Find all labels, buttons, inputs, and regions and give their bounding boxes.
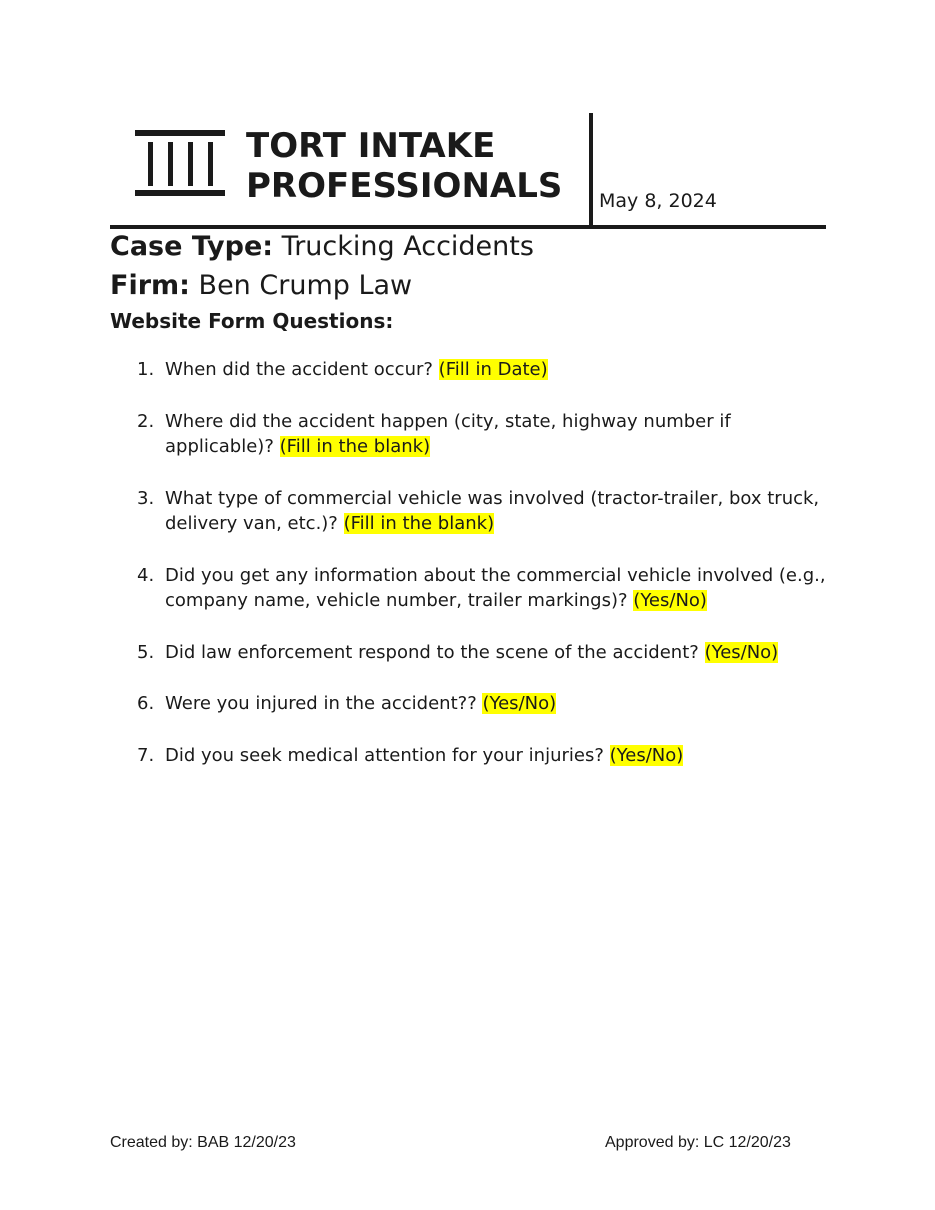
section-heading: Website Form Questions: (110, 309, 394, 333)
logo-column (208, 142, 213, 186)
question-text: Did law enforcement respond to the scene of the accident? (165, 641, 699, 663)
answer-placeholder: (Fill in the blank) (343, 513, 495, 534)
question-item (110, 563, 830, 614)
question-item (110, 409, 830, 460)
question-number: 2. (137, 410, 155, 432)
header-horizontal-divider (110, 225, 826, 229)
logo-column (168, 142, 173, 186)
case-type-label: Case Type: (110, 231, 274, 262)
columns-logo-icon (135, 130, 225, 196)
logo-wordmark (246, 126, 562, 206)
footer-approved-by: Approved by: LC 12/20/23 (605, 1134, 791, 1151)
case-type-line (110, 231, 534, 263)
question-item (110, 486, 830, 537)
logo-line-2: PROFESSIONALS (246, 166, 563, 206)
logo-bottom-bar (135, 190, 225, 196)
question-number: 6. (137, 693, 155, 714)
question-text: Where did the accident happen (city, state, highway number if applicable)? (165, 410, 731, 457)
logo-column (148, 142, 153, 186)
document-date: May 8, 2024 (599, 190, 717, 212)
question-number: 4. (137, 564, 155, 586)
question-item (110, 357, 830, 383)
answer-placeholder: (Yes/No) (633, 590, 707, 611)
answer-placeholder: (Yes/No) (704, 641, 779, 663)
footer-created-by: Created by: BAB 12/20/23 (110, 1134, 296, 1151)
firm-value: Ben Crump Law (198, 270, 413, 301)
header-vertical-divider (589, 113, 593, 226)
answer-placeholder: (Yes/No) (609, 744, 684, 766)
firm-label: Firm: (110, 270, 190, 301)
question-number: 3. (137, 487, 155, 509)
answer-placeholder: (Fill in the blank) (279, 436, 431, 457)
firm-line (110, 270, 412, 302)
answer-placeholder: (Fill in Date) (438, 359, 548, 380)
question-text: Did you get any information about the commercial vehicle involved (e.g., company name, vehicle number, trailer markings)? (165, 564, 826, 611)
question-item (110, 743, 830, 769)
question-list (110, 357, 830, 794)
logo-line-1: TORT INTAKE (246, 126, 496, 166)
answer-placeholder: (Yes/No) (482, 693, 557, 714)
question-item (110, 691, 830, 717)
question-text: When did the accident occur? (165, 359, 433, 380)
question-number: 7. (137, 744, 155, 766)
question-number: 5. (137, 641, 155, 663)
question-text: What type of commercial vehicle was involved (tractor-trailer, box truck, delivery van, etc.)? (165, 487, 820, 534)
logo-column (188, 142, 193, 186)
question-item (110, 640, 830, 666)
question-text: Were you injured in the accident?? (165, 693, 477, 714)
logo-top-bar (135, 130, 225, 136)
case-type-value: Trucking Accidents (281, 231, 534, 262)
question-number: 1. (137, 359, 155, 380)
question-text: Did you seek medical attention for your injuries? (165, 744, 604, 766)
